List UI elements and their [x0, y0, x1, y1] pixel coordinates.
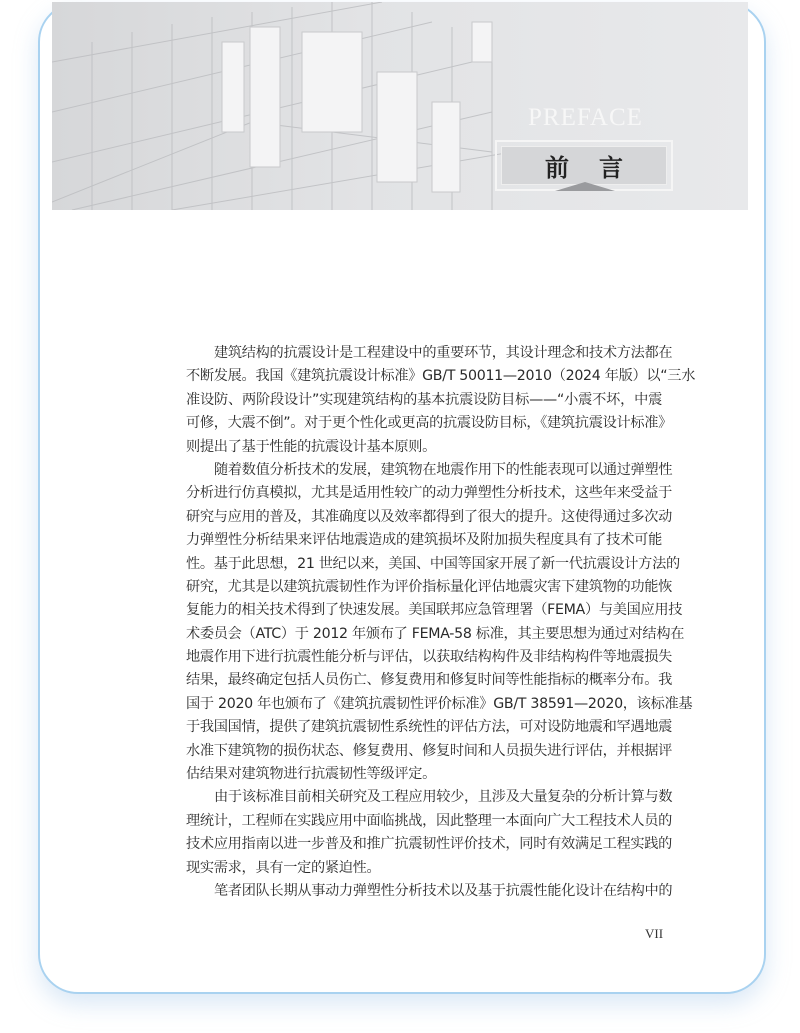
- text-line: 不断发展。我国《建筑抗震设计标准》GB/T 50011—2010（2024 年版）以“三水: [186, 368, 696, 385]
- text-line: 可修，大震不倒”。对于更个性化或更高的抗震设防目标，《建筑抗震设计标准》: [186, 415, 673, 432]
- text-line: 性。基于此思想，21 世纪以来，美国、中国等国家开展了新一代抗震设计方法的: [186, 555, 680, 572]
- text-line: 建筑结构的抗震设计是工程建设中的重要环节，其设计理念和技术方法都在: [214, 345, 673, 361]
- text-line: 研究，尤其是以建筑抗震韧性作为评价指标量化评估地震灾害下建筑物的功能恢: [186, 578, 673, 595]
- text-line: 水准下建筑物的损伤状态、修复费用、修复时间和人员损失进行评估，并根据评: [186, 742, 673, 759]
- text-line: 术委员会（ATC）于 2012 年颁布了 FEMA-58 标准，其主要思想为通过对结构在: [186, 625, 685, 642]
- text-line: 分析进行仿真模拟，尤其是适用性较广的动力弹塑性分析技术，这些年来受益于: [186, 485, 673, 502]
- english-title: PREFACE: [528, 104, 643, 131]
- title-pointer: [555, 182, 615, 191]
- text-line: 笔者团队长期从事动力弹塑性分析技术以及基于抗震性能化设计在结构中的: [214, 882, 673, 899]
- text-line: 现实需求，具有一定的紧迫性。: [186, 859, 381, 876]
- page-number: VII: [645, 926, 664, 941]
- text-line: 力弹塑性分析结果来评估地震造成的建筑损坏及附加损失程度具有了技术可能: [186, 532, 662, 549]
- text-line: 国于 2020 年也颁布了《建筑抗震韧性评价标准》GB/T 38591—2020，该标准基: [186, 695, 693, 712]
- preface-body: [186, 342, 696, 903]
- text-line: 随着数值分析技术的发展，建筑物在地震作用下的性能表现可以通过弹塑性: [214, 461, 673, 478]
- text-line: 结果，最终确定包括人员伤亡、修复费用和修复时间等性能指标的概率分布。我: [186, 672, 673, 689]
- text-line: 地震作用下进行抗震性能分析与评估，以获取结构构件及非结构构件等地震损失: [186, 649, 673, 666]
- text-line: 复能力的相关技术得到了快速发展。美国联邦应急管理署（FEMA）与美国应用技: [186, 602, 683, 619]
- text-line: 估结果对建筑物进行抗震韧性等级评定。: [186, 766, 436, 783]
- text-line: 准设防、两阶段设计”实现建筑结构的基本抗震设防目标——“小震不坏，中震: [186, 391, 662, 408]
- text-line: 研究与应用的普及，其准确度以及效率都得到了很大的提升。这使得通过多次动: [186, 508, 673, 525]
- text-line: 技术应用指南以进一步普及和推广抗震韧性评价技术，同时有效满足工程实践的: [186, 836, 673, 853]
- page-title: 前言: [545, 154, 653, 182]
- text-line: 理统计，工程师在实践应用中面临挑战，因此整理一本面向广大工程技术人员的: [186, 812, 673, 829]
- text-line: 则提出了基于性能的抗震设计基本原则。: [186, 438, 436, 455]
- header-banner: [52, 2, 748, 210]
- text-line: 由于该标准目前相关研究及工程应用较少，且涉及大量复杂的分析计算与数: [214, 789, 673, 806]
- text-line: 于我国国情，提供了建筑抗震韧性系统性的评估方法，可对设防地震和罕遇地震: [186, 719, 673, 736]
